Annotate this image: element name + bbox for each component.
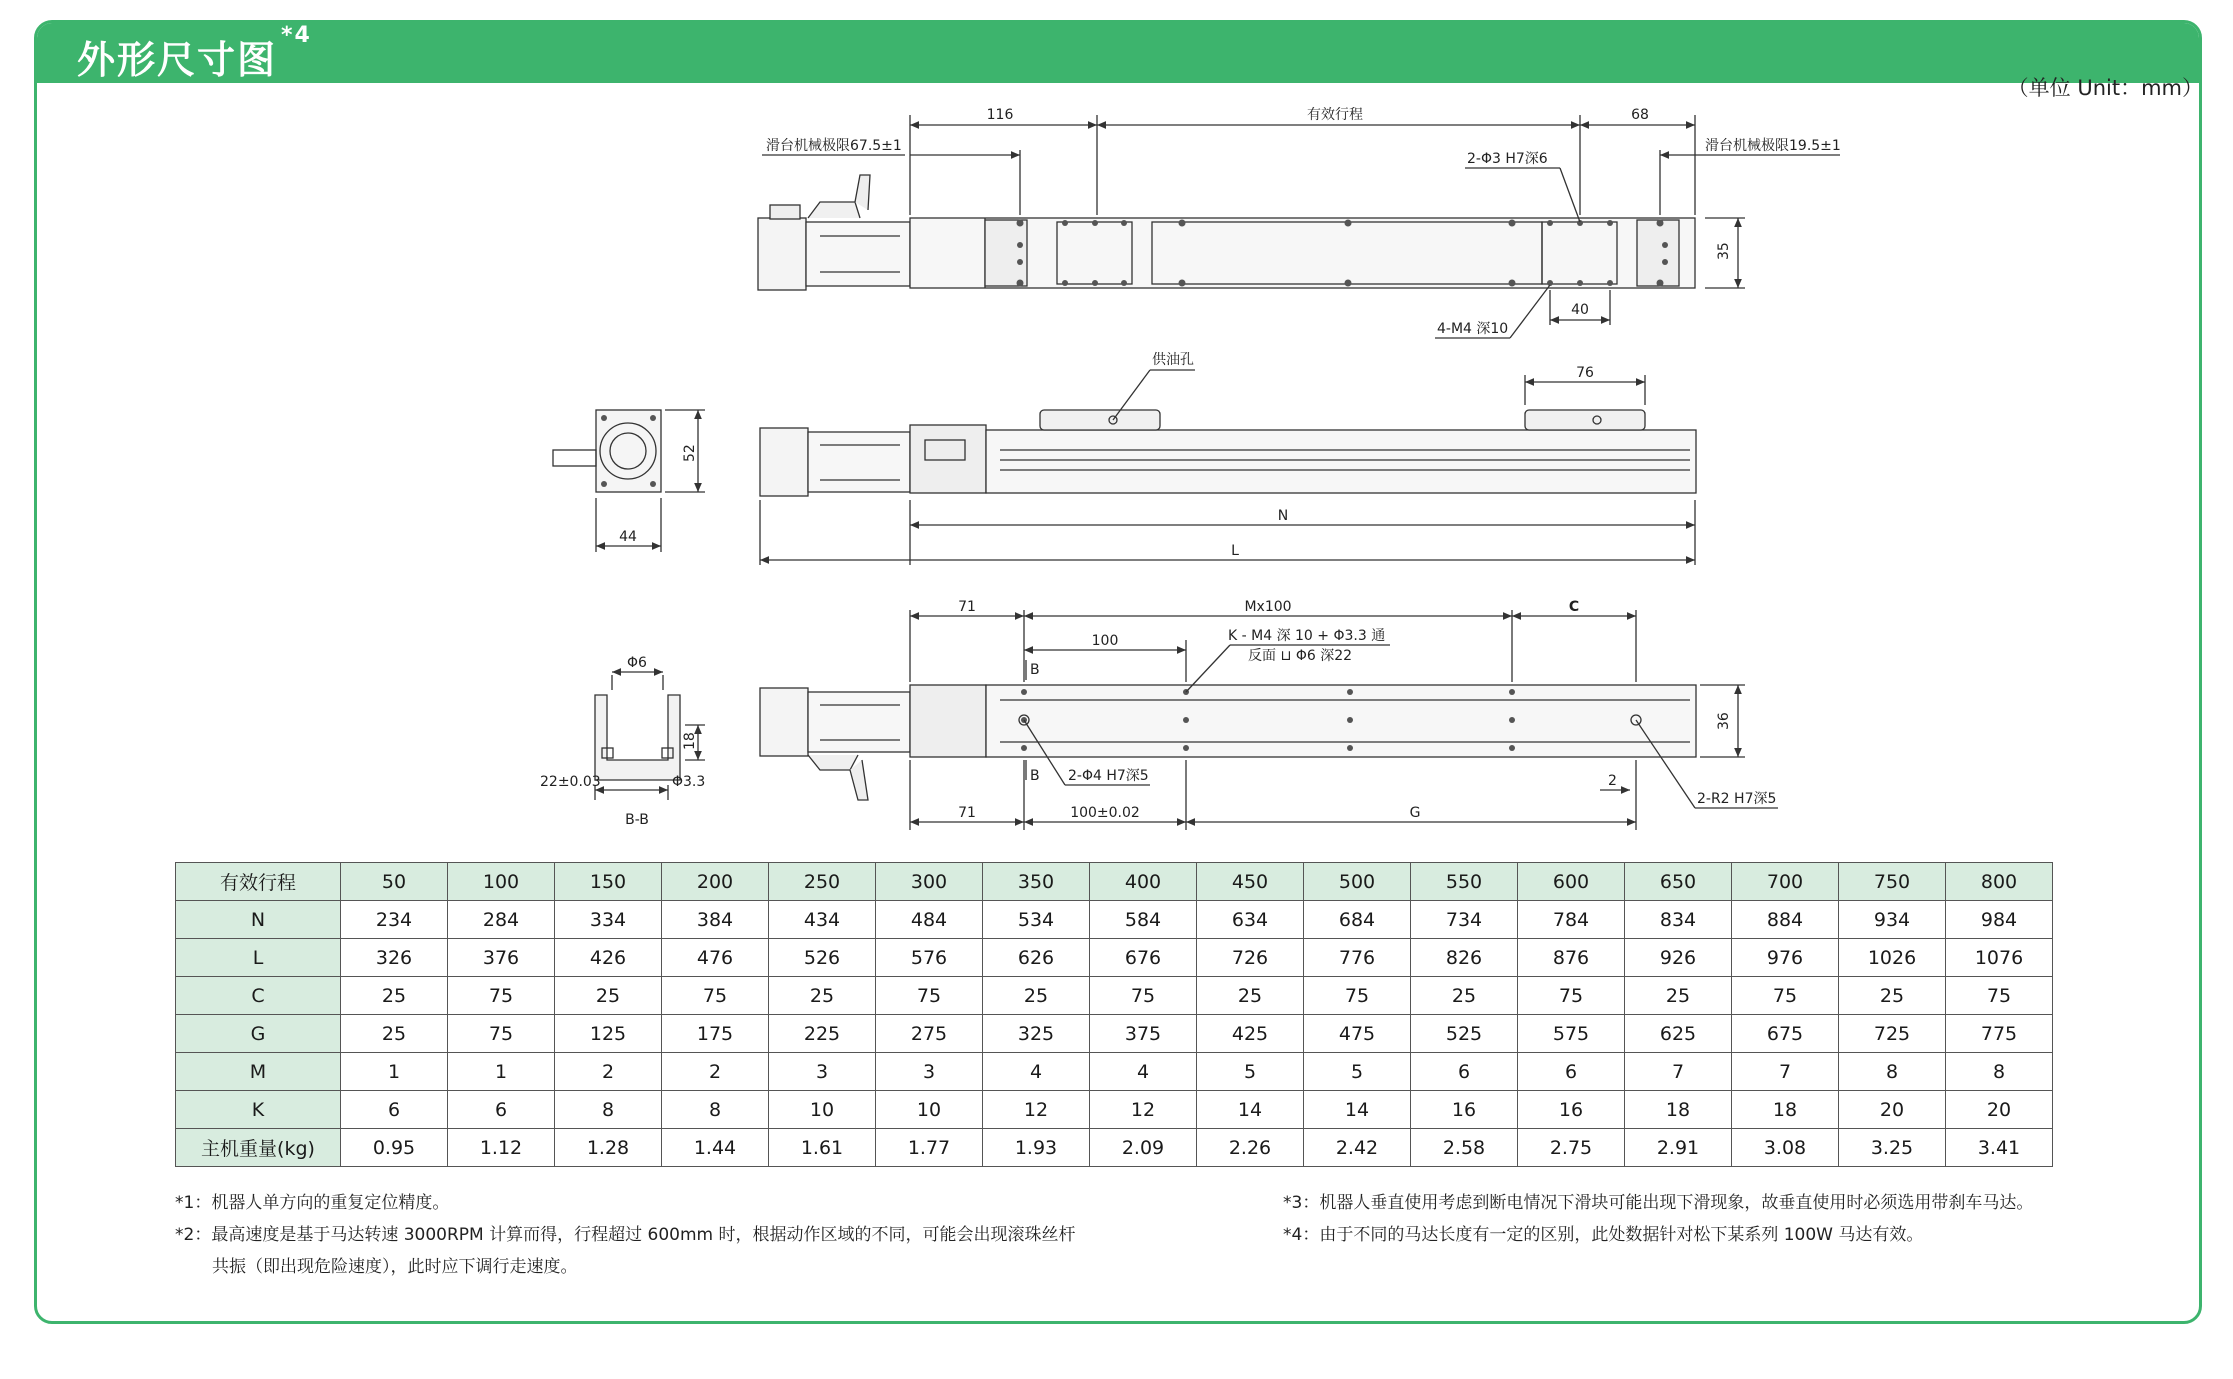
table-cell: 534 <box>983 901 1090 939</box>
stroke-header-cell: 450 <box>1197 863 1304 901</box>
row-label: G <box>176 1015 341 1053</box>
table-cell: 1 <box>448 1053 555 1091</box>
dim-g: G <box>1409 805 1421 821</box>
table-cell: 25 <box>1839 977 1946 1015</box>
stroke-header-cell: 200 <box>662 863 769 901</box>
table-row <box>176 1015 2053 1053</box>
table-cell: 7 <box>1732 1053 1839 1091</box>
table-row <box>176 1091 2053 1129</box>
dim-36: 36 <box>1716 712 1732 730</box>
table-cell: 3 <box>769 1053 876 1091</box>
table-cell: 375 <box>1090 1015 1197 1053</box>
table-cell: 1076 <box>1946 939 2053 977</box>
table-cell: 16 <box>1411 1091 1518 1129</box>
hole-4m4-label: 4-M4 深10 <box>1437 321 1509 337</box>
row-label: 主机重量(kg) <box>176 1129 341 1167</box>
dim-116: 116 <box>986 107 1014 123</box>
row-label: K <box>176 1091 341 1129</box>
table-cell: 2.58 <box>1411 1129 1518 1167</box>
k-m4-note-1: K - M4 深 10 + Φ3.3 通 <box>1228 628 1386 644</box>
table-cell: 20 <box>1946 1091 2053 1129</box>
table-header-row <box>176 863 2053 901</box>
table-cell: 20 <box>1839 1091 1946 1129</box>
footnote-2-line-2: 共振（即出现危险速度），此时应下调行走速度。 <box>212 1257 578 1277</box>
table-cell: 1.12 <box>448 1129 555 1167</box>
table-cell: 634 <box>1197 901 1304 939</box>
table-row <box>176 977 2053 1015</box>
hole-2phi4-label: 2-Φ4 H7深5 <box>1068 768 1149 784</box>
bottom-view <box>540 599 1778 830</box>
stroke-header-cell: 300 <box>876 863 983 901</box>
section-mark-b-top: B <box>1030 662 1040 678</box>
table-cell: 376 <box>448 939 555 977</box>
table-cell: 25 <box>1625 977 1732 1015</box>
stroke-header-cell: 350 <box>983 863 1090 901</box>
section-dim-18: 18 <box>682 732 698 750</box>
table-cell: 75 <box>1304 977 1411 1015</box>
dim-stroke: 有效行程 <box>1307 107 1363 123</box>
k-m4-note-2: 反面 ⊔ Φ6 深22 <box>1248 648 1353 664</box>
table-cell: 75 <box>1732 977 1839 1015</box>
dim-2: 2 <box>1608 773 1617 789</box>
table-cell: 626 <box>983 939 1090 977</box>
table-cell: 2.09 <box>1090 1129 1197 1167</box>
table-cell: 425 <box>1197 1015 1304 1053</box>
dim-71-bottom: 71 <box>958 805 976 821</box>
dim-n: N <box>1277 508 1289 524</box>
table-cell: 584 <box>1090 901 1197 939</box>
dim-52: 52 <box>682 444 698 462</box>
dim-71-top: 71 <box>958 599 976 615</box>
table-cell: 984 <box>1946 901 2053 939</box>
top-view <box>758 107 1841 338</box>
table-cell: 884 <box>1732 901 1839 939</box>
table-header-label: 有效行程 <box>176 863 341 901</box>
table-cell: 384 <box>662 901 769 939</box>
stroke-header-cell: 700 <box>1732 863 1839 901</box>
unit-label: （单位 Unit：mm） <box>2007 76 2203 100</box>
table-cell: 3.08 <box>1732 1129 1839 1167</box>
dim-76: 76 <box>1576 365 1594 381</box>
table-cell: 10 <box>876 1091 983 1129</box>
stroke-header-cell: 100 <box>448 863 555 901</box>
section-dim-22: 22±0.03 <box>540 774 601 790</box>
stroke-header-cell: 600 <box>1518 863 1625 901</box>
table-cell: 5 <box>1304 1053 1411 1091</box>
table-cell: 575 <box>1518 1015 1625 1053</box>
table-cell: 14 <box>1197 1091 1304 1129</box>
dim-mx100: Mx100 <box>1244 599 1292 615</box>
table-cell: 225 <box>769 1015 876 1053</box>
table-cell: 625 <box>1625 1015 1732 1053</box>
table-cell: 75 <box>1090 977 1197 1015</box>
table-cell: 826 <box>1411 939 1518 977</box>
table-cell: 8 <box>1946 1053 2053 1091</box>
table-cell: 175 <box>662 1015 769 1053</box>
table-cell: 2 <box>662 1053 769 1091</box>
table-cell: 576 <box>876 939 983 977</box>
dim-35: 35 <box>1716 242 1732 260</box>
table-cell: 18 <box>1732 1091 1839 1129</box>
table-cell: 3.41 <box>1946 1129 2053 1167</box>
table-cell: 25 <box>983 977 1090 1015</box>
table-cell: 75 <box>448 1015 555 1053</box>
table-cell: 3.25 <box>1839 1129 1946 1167</box>
table-cell: 675 <box>1732 1015 1839 1053</box>
table-cell: 284 <box>448 901 555 939</box>
section-mark-b-bottom: B <box>1030 768 1040 784</box>
stroke-header-cell: 400 <box>1090 863 1197 901</box>
table-cell: 75 <box>1518 977 1625 1015</box>
stroke-header-cell: 500 <box>1304 863 1411 901</box>
table-cell: 475 <box>1304 1015 1411 1053</box>
table-cell: 4 <box>983 1053 1090 1091</box>
table-cell: 776 <box>1304 939 1411 977</box>
table-cell: 275 <box>876 1015 983 1053</box>
table-cell: 725 <box>1839 1015 1946 1053</box>
table-cell: 926 <box>1625 939 1732 977</box>
table-cell: 25 <box>769 977 876 1015</box>
table-row <box>176 1129 2053 1167</box>
table-cell: 1.61 <box>769 1129 876 1167</box>
table-cell: 125 <box>555 1015 662 1053</box>
hole-2phi3-label: 2-Φ3 H7深6 <box>1467 151 1548 167</box>
dim-l: L <box>1231 543 1239 559</box>
table-cell: 7 <box>1625 1053 1732 1091</box>
table-cell: 834 <box>1625 901 1732 939</box>
title-footnote: *4 <box>281 23 312 48</box>
table-cell: 676 <box>1090 939 1197 977</box>
table-row <box>176 939 2053 977</box>
table-cell: 526 <box>769 939 876 977</box>
table-cell: 25 <box>341 1015 448 1053</box>
section-phi33: Φ3.3 <box>672 774 706 790</box>
table-cell: 2.91 <box>1625 1129 1732 1167</box>
side-view <box>553 351 1696 565</box>
table-cell: 734 <box>1411 901 1518 939</box>
table-cell: 2.26 <box>1197 1129 1304 1167</box>
stroke-header-cell: 800 <box>1946 863 2053 901</box>
footnote-3: *3：机器人垂直使用考虑到断电情况下滑块可能出现下滑现象，故垂直使用时必须选用带刹车马达。 <box>1283 1193 2034 1213</box>
table-cell: 6 <box>1518 1053 1625 1091</box>
limit-left-label: 滑台机械极限67.5±1 <box>766 138 902 154</box>
table-cell: 3 <box>876 1053 983 1091</box>
table-cell: 8 <box>555 1091 662 1129</box>
table-cell: 434 <box>769 901 876 939</box>
table-cell: 2 <box>555 1053 662 1091</box>
table-cell: 234 <box>341 901 448 939</box>
row-label: L <box>176 939 341 977</box>
table-cell: 334 <box>555 901 662 939</box>
stroke-header-cell: 650 <box>1625 863 1732 901</box>
table-cell: 1.93 <box>983 1129 1090 1167</box>
stroke-header-cell: 50 <box>341 863 448 901</box>
table-cell: 75 <box>662 977 769 1015</box>
table-cell: 16 <box>1518 1091 1625 1129</box>
table-cell: 775 <box>1946 1015 2053 1053</box>
limit-right-label: 滑台机械极限19.5±1 <box>1705 138 1841 154</box>
table-cell: 784 <box>1518 901 1625 939</box>
stroke-header-cell: 550 <box>1411 863 1518 901</box>
table-row <box>176 1053 2053 1091</box>
table-cell: 0.95 <box>341 1129 448 1167</box>
table-cell: 12 <box>1090 1091 1197 1129</box>
footnote-4: *4：由于不同的马达长度有一定的区别，此处数据针对松下某系列 100W 马达有效。 <box>1283 1225 1924 1245</box>
table-cell: 75 <box>1946 977 2053 1015</box>
table-cell: 525 <box>1411 1015 1518 1053</box>
stroke-header-cell: 150 <box>555 863 662 901</box>
table-cell: 934 <box>1839 901 1946 939</box>
table-cell: 18 <box>1625 1091 1732 1129</box>
table-cell: 484 <box>876 901 983 939</box>
row-label: M <box>176 1053 341 1091</box>
table-row <box>176 901 2053 939</box>
table-cell: 25 <box>341 977 448 1015</box>
oil-hole-label: 供油孔 <box>1152 352 1194 368</box>
table-cell: 1 <box>341 1053 448 1091</box>
dim-c: C <box>1568 599 1580 615</box>
section-phi6: Φ6 <box>627 655 647 671</box>
dim-100-tolerance: 100±0.02 <box>1070 805 1140 821</box>
footnote-2-line-1: *2：最高速度是基于马达转速 3000RPM 计算而得，行程超过 600mm 时，根据动作区域的不同，可能会出现滚珠丝杆 <box>175 1225 1076 1245</box>
table-cell: 25 <box>555 977 662 1015</box>
stroke-header-cell: 750 <box>1839 863 1946 901</box>
table-cell: 426 <box>555 939 662 977</box>
dim-68: 68 <box>1631 107 1649 123</box>
table-cell: 325 <box>983 1015 1090 1053</box>
table-cell: 684 <box>1304 901 1411 939</box>
table-cell: 876 <box>1518 939 1625 977</box>
dim-40: 40 <box>1571 302 1589 318</box>
dim-44: 44 <box>619 529 637 545</box>
section-label-bb: B-B <box>625 812 649 828</box>
table-cell: 10 <box>769 1091 876 1129</box>
stroke-header-cell: 250 <box>769 863 876 901</box>
table-cell: 726 <box>1197 939 1304 977</box>
table-cell: 1.28 <box>555 1129 662 1167</box>
table-cell: 14 <box>1304 1091 1411 1129</box>
spec-table <box>175 862 2053 1167</box>
row-label: C <box>176 977 341 1015</box>
table-cell: 25 <box>1411 977 1518 1015</box>
r2-label: 2-R2 H7深5 <box>1697 791 1777 807</box>
table-cell: 8 <box>662 1091 769 1129</box>
table-cell: 25 <box>1197 977 1304 1015</box>
row-label: N <box>176 901 341 939</box>
table-cell: 6 <box>341 1091 448 1129</box>
table-cell: 4 <box>1090 1053 1197 1091</box>
table-cell: 5 <box>1197 1053 1304 1091</box>
table-cell: 75 <box>448 977 555 1015</box>
dim-100: 100 <box>1091 633 1119 649</box>
table-cell: 476 <box>662 939 769 977</box>
table-cell: 8 <box>1839 1053 1946 1091</box>
table-cell: 1.44 <box>662 1129 769 1167</box>
table-cell: 326 <box>341 939 448 977</box>
table-cell: 6 <box>448 1091 555 1129</box>
table-cell: 1026 <box>1839 939 1946 977</box>
table-cell: 12 <box>983 1091 1090 1129</box>
table-cell: 1.77 <box>876 1129 983 1167</box>
section-title: 外形尺寸图$^{*4}$ <box>77 23 312 82</box>
footnote-1: *1：机器人单方向的重复定位精度。 <box>175 1193 450 1213</box>
table-cell: 2.42 <box>1304 1129 1411 1167</box>
table-cell: 6 <box>1411 1053 1518 1091</box>
table-cell: 976 <box>1732 939 1839 977</box>
table-cell: 75 <box>876 977 983 1015</box>
table-cell: 2.75 <box>1518 1129 1625 1167</box>
